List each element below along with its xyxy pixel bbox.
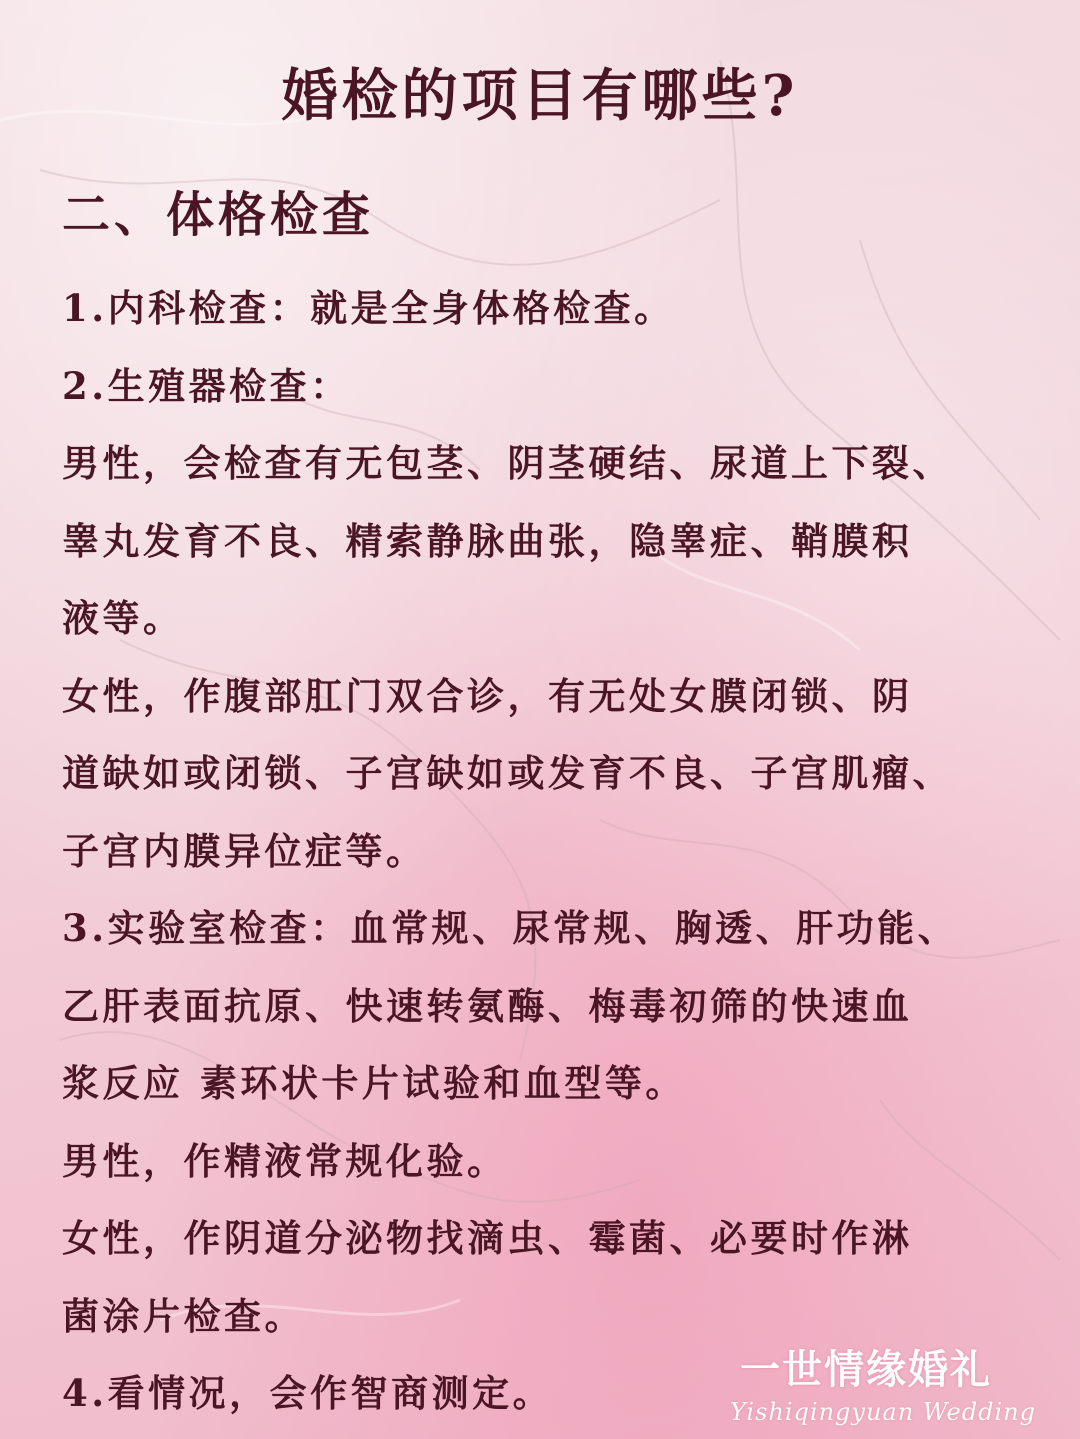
text-line: 液等。: [62, 596, 184, 640]
text-line: 道缺如或闭锁、子宫缺如或发育不良、子宫肌瘤、: [62, 751, 953, 795]
body-text: [62, 270, 1037, 1433]
section-heading: 二、体格检查: [62, 187, 375, 243]
text-line: 菌涂片检查。: [62, 1293, 305, 1338]
watermark-logo: [730, 1342, 1050, 1432]
text-line: 睾丸发育不良、精索静脉曲张，隐睾症、鞘膜积: [62, 518, 913, 563]
text-line: 子宫内膜异位症等。: [62, 828, 427, 873]
text-line: 男性，作精液常规化验。: [62, 1138, 508, 1183]
text-line: 女性，作阴道分泌物找滴虫、霉菌、必要时作淋: [62, 1216, 913, 1260]
watermark-brand: 一世情缘婚礼: [740, 1348, 992, 1392]
text-line: 浆反应 素环状卡片试验和血型等。: [62, 1061, 686, 1105]
text-line: 3.实验室检查：血常规、尿常规、胸透、肝功能、: [62, 906, 959, 950]
text-line: 乙肝表面抗原、快速转氨酶、梅毒初筛的快速血: [62, 983, 913, 1028]
text-line: 4.看情况，会作智商测定。: [62, 1371, 554, 1415]
watermark-subtitle: Yishiqingyuan Wedding: [730, 1398, 1036, 1426]
page-title: 婚检的项目有哪些?: [281, 63, 799, 129]
text-line: 女性，作腹部肛门双合诊，有无处女膜闭锁、阴: [62, 673, 913, 718]
text-line: 男性，会检查有无包茎、阴茎硬结、尿道上下裂、: [62, 441, 953, 485]
text-line: 2.生殖器检查：: [62, 363, 351, 408]
text-line: 1.内科检查：就是全身体格检查。: [62, 286, 675, 330]
